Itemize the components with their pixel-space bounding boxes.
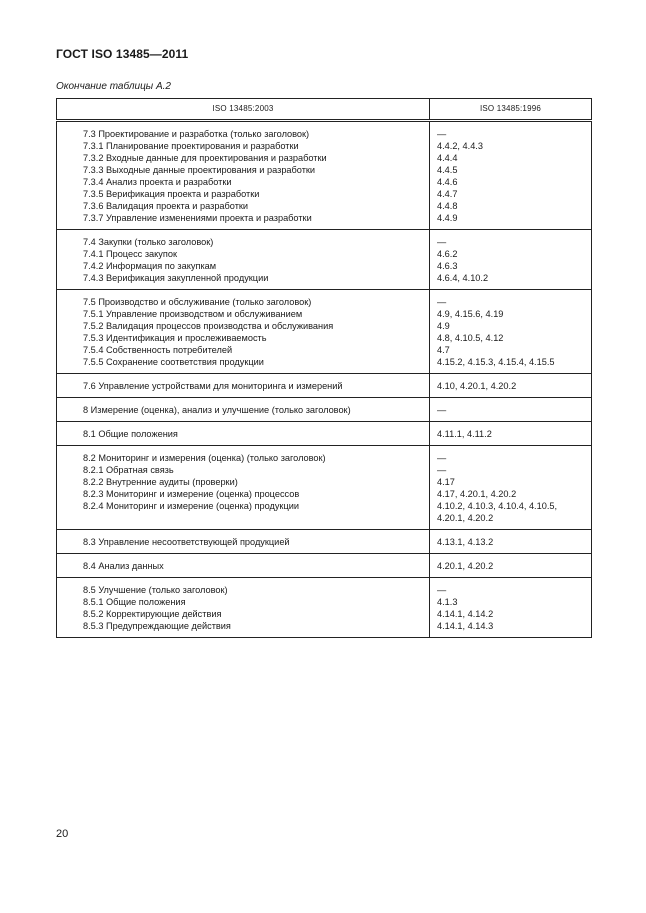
clause-line: 8.2.3 Мониторинг и измерение (оценка) процессов — [83, 489, 300, 499]
iso-2003-cell — [57, 374, 430, 398]
page-number: 20 — [56, 828, 69, 840]
table-row — [57, 554, 592, 578]
clause-line: 7.4.3 Верификация закупленной продукции — [83, 273, 269, 283]
table-row — [57, 230, 592, 290]
clause-line: 8.2.4 Мониторинг и измерение (оценка) продукции — [83, 501, 299, 511]
reference-line: — — [437, 297, 447, 307]
clause-line: 7.5.3 Идентификация и прослеживаемость — [83, 333, 267, 343]
clause-line: 8.2.2 Внутренние аудиты (проверки) — [83, 477, 238, 487]
iso-2003-cell — [57, 554, 430, 578]
clause-line: 7.3.6 Валидация проекта и разработки — [83, 201, 249, 211]
iso-2003-cell — [57, 290, 430, 374]
clause-line: 7.5.2 Валидация процессов производства и обслуживания — [83, 321, 334, 331]
clause-line: 7.5.4 Собственность потребителей — [83, 345, 233, 355]
reference-line: — — [437, 237, 447, 247]
reference-line: — — [437, 585, 447, 595]
clause-line: 8.5.3 Предупреждающие действия — [83, 621, 231, 631]
reference-line: 4.9 — [437, 321, 450, 331]
iso-2003-cell — [57, 530, 430, 554]
reference-line: 4.10, 4.20.1, 4.20.2 — [437, 381, 517, 391]
reference-line: 4.4.2, 4.4.3 — [437, 141, 483, 151]
document-title: ГОСТ ISO 13485—2011 — [56, 47, 189, 61]
table-row — [57, 530, 592, 554]
clause-line: 7.4 Закупки (только заголовок) — [83, 237, 214, 247]
table-caption: Окончание таблицы А.2 — [56, 81, 171, 92]
reference-line: 4.14.1, 4.14.3 — [437, 621, 494, 631]
table-row — [57, 578, 592, 638]
reference-line: 4.14.1, 4.14.2 — [437, 609, 494, 619]
table-row — [57, 446, 592, 530]
column-header-iso-1996: ISO 13485:1996 — [430, 99, 592, 121]
clause-line: 8.1 Общие положения — [83, 429, 178, 439]
clause-line: 7.5.1 Управление производством и обслуживанием — [83, 309, 303, 319]
reference-line: 4.20.1, 4.20.2 — [437, 561, 494, 571]
clause-line: 7.3.5 Верификация проекта и разработки — [83, 189, 260, 199]
reference-line: 4.4.4 — [437, 153, 458, 163]
iso-2003-cell — [57, 578, 430, 638]
clause-line: 7.3.3 Выходные данные проектирования и разработки — [83, 165, 316, 175]
clause-line: 8.2.1 Обратная связь — [83, 465, 174, 475]
reference-line: 4.4.5 — [437, 165, 458, 175]
table-row — [57, 290, 592, 374]
correspondence-table — [56, 98, 592, 638]
reference-line: 4.6.3 — [437, 261, 458, 271]
iso-1996-cell — [430, 554, 592, 578]
reference-line: 4.6.2 — [437, 249, 458, 259]
clause-line: 7.3.4 Анализ проекта и разработки — [83, 177, 232, 187]
iso-2003-cell — [57, 230, 430, 290]
reference-line: 4.13.1, 4.13.2 — [437, 537, 494, 547]
reference-line: 4.11.1, 4.11.2 — [437, 429, 492, 439]
reference-line: 4.17 — [437, 477, 455, 487]
reference-line: 4.17, 4.20.1, 4.20.2 — [437, 489, 517, 499]
reference-line: 4.9, 4.15.6, 4.19 — [437, 309, 504, 319]
reference-line: — — [437, 405, 447, 415]
iso-1996-cell — [430, 230, 592, 290]
clause-line: 7.3.2 Входные данные для проектирования и разработки — [83, 153, 327, 163]
iso-2003-cell — [57, 446, 430, 530]
iso-2003-cell — [57, 398, 430, 422]
clause-line: 7.4.1 Процесс закупок — [83, 249, 177, 259]
clause-line: 7.3.7 Управление изменениями проекта и разработки — [83, 213, 312, 223]
iso-1996-cell — [430, 121, 592, 230]
reference-line: — — [437, 465, 447, 475]
table-row — [57, 422, 592, 446]
clause-line: 7.5.5 Сохранение соответствия продукции — [83, 357, 264, 367]
clause-line: 8.5.2 Корректирующие действия — [83, 609, 222, 619]
clause-line: 7.5 Производство и обслуживание (только заголовок) — [83, 297, 312, 307]
clause-line: 8.4 Анализ данных — [83, 561, 164, 571]
reference-line: 4.4.6 — [437, 177, 458, 187]
reference-line: — — [437, 129, 447, 139]
clause-line: 8.3 Управление несоответствующей продукцией — [83, 537, 290, 547]
clause-line: 7.6 Управление устройствами для мониторинга и измерений — [83, 381, 343, 391]
reference-line: 4.6.4, 4.10.2 — [437, 273, 489, 283]
iso-1996-cell — [430, 446, 592, 530]
table-row — [57, 121, 592, 230]
clause-line: 8 Измерение (оценка), анализ и улучшение (только заголовок) — [83, 405, 351, 415]
clause-line: 8.2 Мониторинг и измерения (оценка) (только заголовок) — [83, 453, 326, 463]
reference-line: 4.4.7 — [437, 189, 458, 199]
iso-1996-cell — [430, 578, 592, 638]
reference-line: 4.7 — [437, 345, 450, 355]
iso-1996-cell — [430, 398, 592, 422]
column-header-iso-2003: ISO 13485:2003 — [57, 99, 430, 121]
clause-line: 7.3 Проектирование и разработка (только заголовок) — [83, 129, 310, 139]
iso-1996-cell — [430, 422, 592, 446]
reference-line: — — [437, 453, 447, 463]
clause-line: 7.3.1 Планирование проектирования и разработки — [83, 141, 299, 151]
reference-line: 4.8, 4.10.5, 4.12 — [437, 333, 504, 343]
table-row — [57, 374, 592, 398]
clause-line: 8.5 Улучшение (только заголовок) — [83, 585, 228, 595]
iso-2003-cell — [57, 121, 430, 230]
reference-line: 4.15.2, 4.15.3, 4.15.4, 4.15.5 — [437, 357, 555, 367]
reference-line: 4.4.8 — [437, 201, 458, 211]
iso-2003-cell — [57, 422, 430, 446]
table-body — [57, 121, 592, 638]
reference-line: 4.1.3 — [437, 597, 458, 607]
reference-line: 4.10.2, 4.10.3, 4.10.4, 4.10.5, 4.20.1, 4.20.2 — [437, 501, 558, 523]
clause-line: 8.5.1 Общие положения — [83, 597, 186, 607]
iso-1996-cell — [430, 290, 592, 374]
iso-1996-cell — [430, 530, 592, 554]
reference-line: 4.4.9 — [437, 213, 458, 223]
table-row — [57, 398, 592, 422]
table-header-row — [57, 99, 592, 121]
clause-line: 7.4.2 Информация по закупкам — [83, 261, 217, 271]
iso-1996-cell — [430, 374, 592, 398]
